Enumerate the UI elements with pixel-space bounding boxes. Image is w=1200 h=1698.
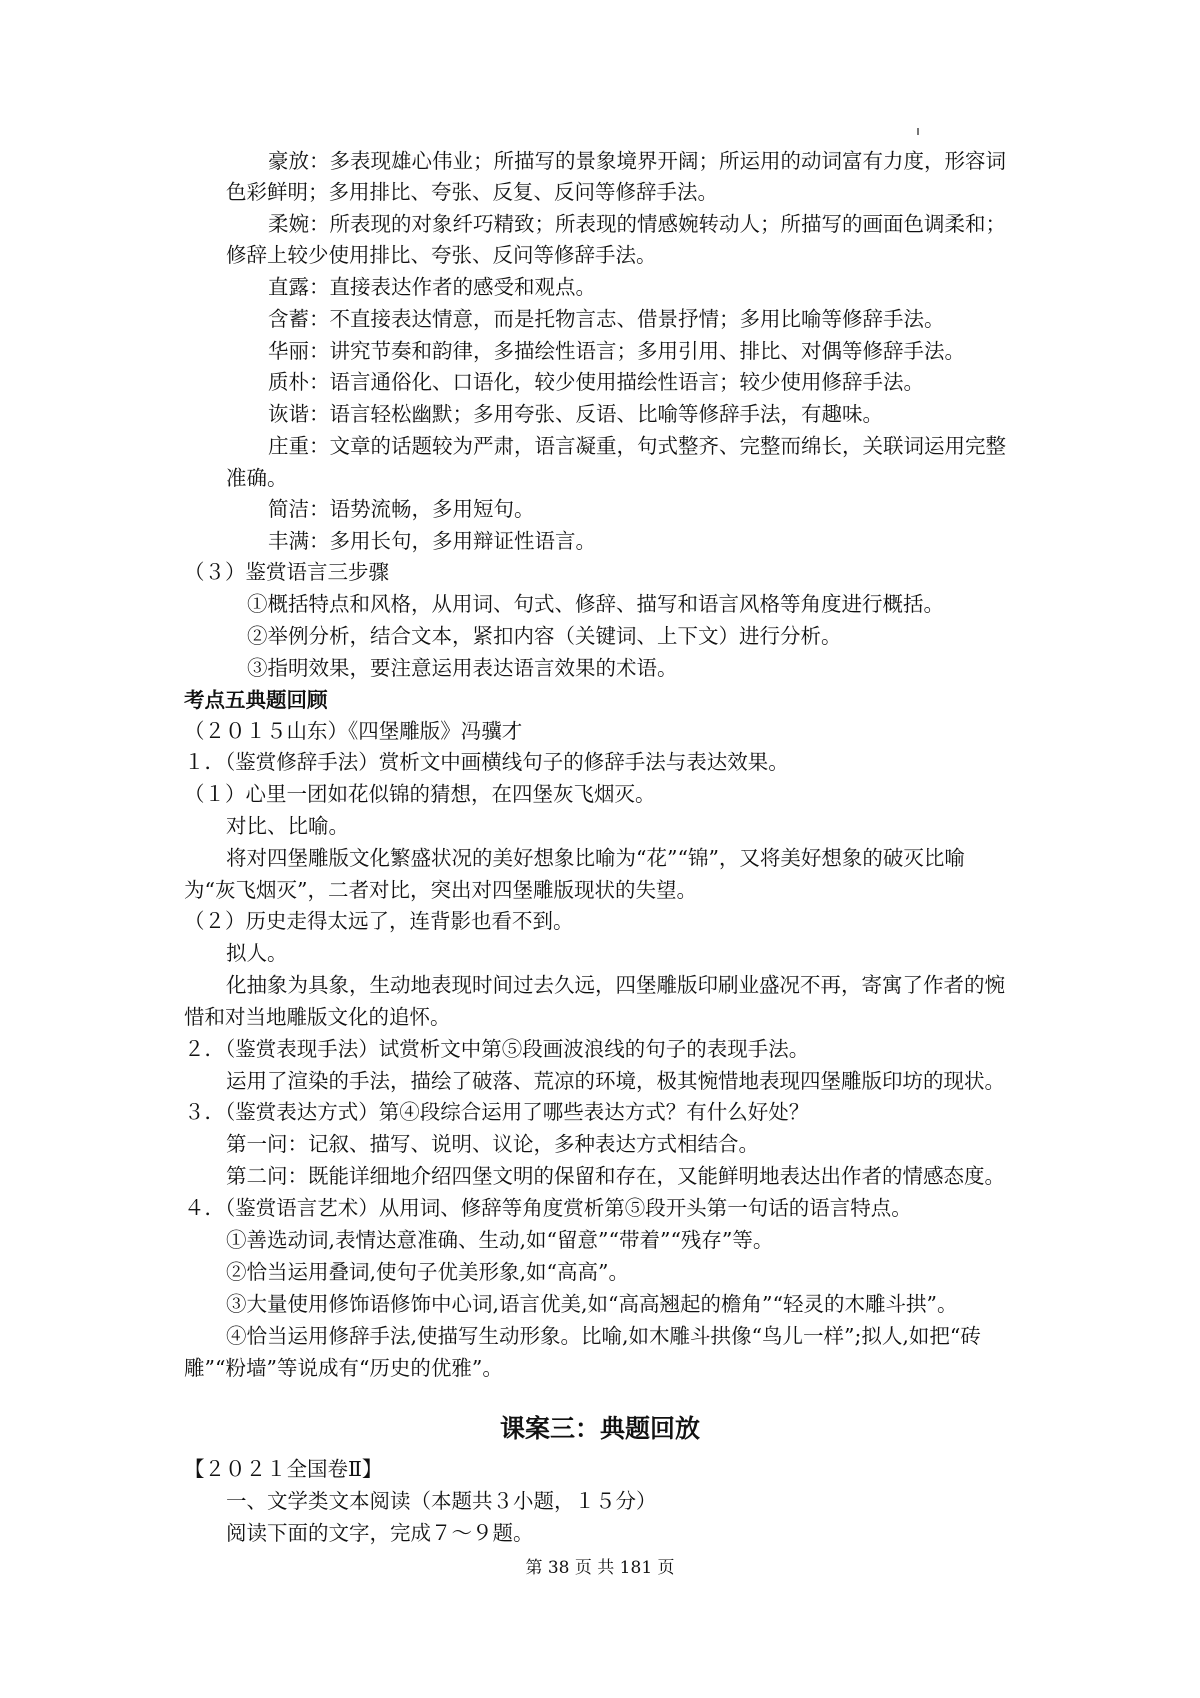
section-heading-three-steps: （３）鉴赏语言三步骤 xyxy=(184,560,389,584)
page-footer: 第 38 页 共 181 页 xyxy=(525,1558,675,1578)
answer-4-point4-line2: 雕”“粉墙”等说成有“历史的优雅”。 xyxy=(184,1356,503,1380)
reading-section-heading: 一、文学类文本阅读（本题共３小题，１５分） xyxy=(226,1489,657,1513)
style-zhilu: 直露：直接表达作者的感受和观点。 xyxy=(268,275,596,299)
question-1-sub-2: （２）历史走得太远了，连背影也看不到。 xyxy=(184,909,574,933)
answer-2: 运用了渲染的手法，描绘了破落、荒凉的环境，极其惋惜地表现四堡雕版印坊的现状。 xyxy=(226,1069,1005,1093)
answer-3-part1: 第一问：记叙、描写、说明、议论，多种表达方式相结合。 xyxy=(226,1132,759,1156)
answer-1-2-type: 拟人。 xyxy=(226,941,288,965)
margin-mark xyxy=(917,128,919,135)
style-jianjie: 简洁：语势流畅，多用短句。 xyxy=(268,497,535,521)
question-2: ２．（鉴赏表现手法）试赏析文中第⑤段画波浪线的句子的表现手法。 xyxy=(184,1037,810,1061)
answer-4-point2: ②恰当运用叠词,使句子优美形象,如“高高”。 xyxy=(226,1260,629,1284)
style-hanxu: 含蓄：不直接表达情意，而是托物言志、借景抒情；多用比喻等修辞手法。 xyxy=(268,307,945,331)
style-huali: 华丽：讲究节奏和韵律，多描绘性语言；多用引用、排比、对偶等修辞手法。 xyxy=(268,339,965,363)
step-2: ②举例分析，结合文本，紧扣内容（关键词、上下文）进行分析。 xyxy=(247,624,842,648)
question-4: ４．（鉴赏语言艺术）从用词、修辞等角度赏析第⑤段开头第一句话的语言特点。 xyxy=(184,1196,912,1220)
style-fengman: 丰满：多用长句，多用辩证性语言。 xyxy=(268,529,596,553)
style-huixie: 诙谐：语言轻松幽默；多用夸张、反语、比喻等修辞手法，有趣味。 xyxy=(268,402,883,426)
style-rouwan-line2: 修辞上较少使用排比、夸张、反问等修辞手法。 xyxy=(226,243,657,267)
source-line: （２０１５山东）《四堡雕版》冯骥才 xyxy=(184,719,523,743)
style-haofang-line1: 豪放：多表现雄心伟业；所描写的景象境界开阔；所运用的动词富有力度，形容词 xyxy=(268,149,1006,173)
answer-3-part2: 第二问：既能详细地介绍四堡文明的保留和存在，又能鲜明地表达出作者的情感态度。 xyxy=(226,1164,1005,1188)
answer-1-1-line2: 为“灰飞烟灭”，二者对比，突出对四堡雕版现状的失望。 xyxy=(184,878,697,902)
answer-1-1-line1: 将对四堡雕版文化繁盛状况的美好想象比喻为“花”“锦”，又将美好想象的破灭比喻 xyxy=(226,846,965,870)
exam-source-tag: 【２０２１全国卷Ⅱ】 xyxy=(184,1457,383,1481)
style-zhuangzhong-line1: 庄重：文章的话题较为严肃，语言凝重，句式整齐、完整而绵长，关联词运用完整 xyxy=(268,434,1006,458)
question-3: ３．（鉴赏表达方式）第④段综合运用了哪些表达方式？有什么好处？ xyxy=(184,1100,810,1124)
answer-1-2-line1: 化抽象为具象，生动地表现时间过去久远，四堡雕版印刷业盛况不再，寄寓了作者的惋 xyxy=(226,973,1005,997)
style-zhuangzhong-line2: 准确。 xyxy=(226,466,288,490)
lesson-title: 课案三：典题回放 xyxy=(499,1414,700,1443)
answer-1-2-line2: 惜和对当地雕版文化的追怀。 xyxy=(184,1005,451,1029)
step-1: ①概括特点和风格，从用词、句式、修辞、描写和语言风格等角度进行概括。 xyxy=(247,592,944,616)
reading-instruction: 阅读下面的文字，完成７～９题。 xyxy=(226,1521,534,1545)
style-zhipu: 质朴：语言通俗化、口语化，较少使用描绘性语言；较少使用修辞手法。 xyxy=(268,370,924,394)
style-haofang-line2: 色彩鲜明；多用排比、夸张、反复、反问等修辞手法。 xyxy=(226,180,718,204)
question-1: １．（鉴赏修辞手法）赏析文中画横线句子的修辞手法与表达效果。 xyxy=(184,750,789,774)
answer-4-point4-line1: ④恰当运用修辞手法,使描写生动形象。比喻,如木雕斗拱像“鸟儿一样”;拟人,如把“砖 xyxy=(226,1324,981,1348)
step-3: ③指明效果，要注意运用表达语言效果的术语。 xyxy=(247,656,678,680)
question-1-sub-1: （１）心里一团如花似锦的猜想，在四堡灰飞烟灭。 xyxy=(184,782,656,806)
section-heading-review: 考点五典题回顾 xyxy=(184,688,328,712)
answer-1-1-type: 对比、比喻。 xyxy=(226,814,349,838)
answer-4-point1: ①善选动词,表情达意准确、生动,如“留意”“带着”“残存”等。 xyxy=(226,1228,774,1252)
style-rouwan-line1: 柔婉：所表现的对象纤巧精致；所表现的情感婉转动人；所描写的画面色调柔和； xyxy=(268,212,1006,236)
answer-4-point3: ③大量使用修饰语修饰中心词,语言优美,如“高高翘起的檐角”“轻灵的木雕斗拱”。 xyxy=(226,1292,958,1316)
